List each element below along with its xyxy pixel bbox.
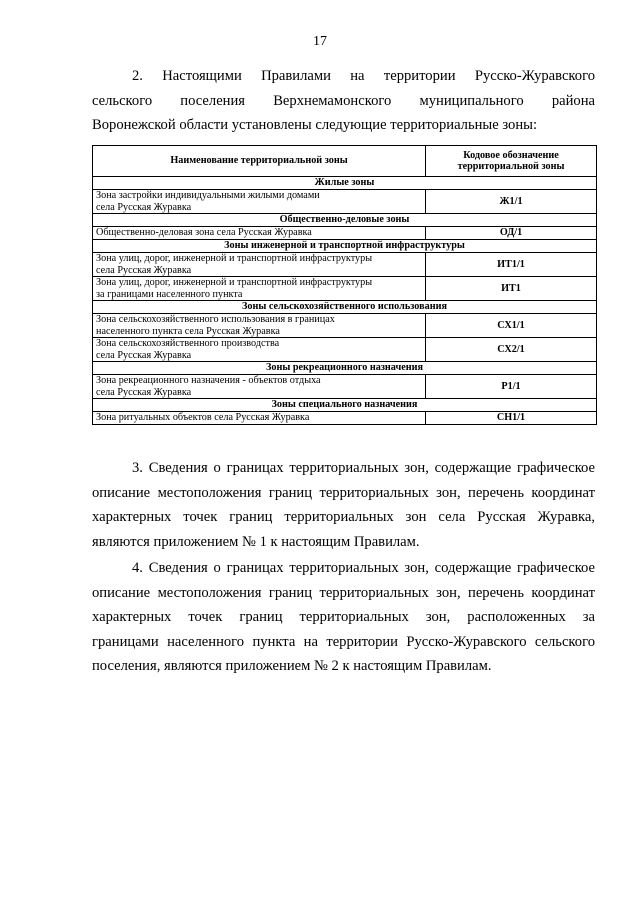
paragraph-4-line-5: поселения, являются приложением № 2 к настоящим Правилам. <box>92 658 492 674</box>
paragraph-4-line-1: 4. Сведения о границах территориальных зон, содержащие графическое <box>132 560 595 576</box>
table-row <box>93 314 597 338</box>
table-row <box>93 227 597 240</box>
zone-code: ОД/1 <box>426 227 597 240</box>
zone-code: СН1/1 <box>426 412 597 425</box>
zone-name-line: Зона улиц, дорог, инженерной и транспортной инфраструктуры <box>96 277 373 289</box>
paragraph-4-line-2: описание местоположения границ территориальных зон, перечень координат <box>92 584 595 601</box>
paragraph-2 <box>92 64 595 138</box>
zone-name <box>93 375 426 399</box>
paragraph-2-line-2: сельского поселения Верхнемамонского муниципального района <box>92 92 595 109</box>
table-row <box>93 190 597 214</box>
paragraph-4-line-4: границами населенного пункта на территории Русско-Журавского сельского <box>92 633 595 650</box>
table-row <box>93 375 597 399</box>
table-row <box>93 412 597 425</box>
paragraph-3-line-1: 3. Сведения о границах территориальных зон, содержащие графическое <box>132 460 595 476</box>
zone-group-title: Жилые зоны <box>93 177 597 190</box>
zone-code: ИТ1/1 <box>426 253 597 277</box>
page-number: 17 <box>313 34 327 49</box>
paragraph-3-line-4: являются приложением № 1 к настоящим Правилам. <box>92 533 420 550</box>
paragraph-3-line-3: характерных точек границ территориальных зон села Русская Журавка, <box>92 509 595 525</box>
zone-name <box>93 277 426 301</box>
table-header-name: Наименование территориальной зоны <box>93 146 426 177</box>
zone-name-line: села Русская Журавка <box>96 201 192 213</box>
paragraph-2-line-1: 2. Настоящими Правилами на территории Русско-Журавского <box>132 68 595 84</box>
zone-group-title: Зоны рекреационного назначения <box>93 362 597 375</box>
table-header-code-line-2: территориальной зоны <box>457 161 565 172</box>
zone-name <box>93 338 426 362</box>
zone-name-line: Зона рекреационного назначения - объектов отдыха <box>96 375 321 387</box>
zone-name-line: села Русская Журавка <box>96 264 192 276</box>
zone-name-line: Зона сельскохозяйственного использования в границах <box>96 314 335 326</box>
paragraph-4 <box>92 556 595 679</box>
zone-group-title: Зоны специального назначения <box>93 399 597 412</box>
zone-name-line: населенного пункта села Русская Журавка <box>96 325 280 337</box>
table-row <box>93 253 597 277</box>
paragraph-3-line-2: описание местоположения границ территориальных зон, перечень координат <box>92 484 595 501</box>
table-header-code-line-1: Кодовое обозначение <box>463 149 559 161</box>
zone-name <box>93 253 426 277</box>
zone-name-line: Зона застройки индивидуальными жилыми домами <box>96 190 320 202</box>
table-row <box>93 338 597 362</box>
zone-name <box>93 412 426 425</box>
paragraph-2-line-3: Воронежской области установлены следующие территориальные зоны: <box>92 117 538 133</box>
zone-name <box>93 314 426 338</box>
zone-code: СХ1/1 <box>426 314 597 338</box>
zone-group-title: Зоны сельскохозяйственного использования <box>93 301 597 314</box>
table-header-code <box>426 146 597 177</box>
zone-group-title: Общественно-деловые зоны <box>93 214 597 227</box>
table-row <box>93 277 597 301</box>
paragraph-4-line-3: характерных точек границ территориальных зон, расположенных за <box>92 609 595 625</box>
zone-name-line: Общественно-деловая зона села Русская Журавка <box>96 227 312 239</box>
zone-code: СХ2/1 <box>426 338 597 362</box>
paragraph-3 <box>92 456 595 554</box>
zone-name-line: села Русская Журавка <box>96 349 192 361</box>
zone-name-line: села Русская Журавка <box>96 386 192 398</box>
zone-code: Р1/1 <box>426 375 597 399</box>
zone-code: ИТ1 <box>426 277 597 301</box>
zone-name <box>93 190 426 214</box>
territorial-zones-table <box>92 145 597 425</box>
zone-name-line: за границами населенного пункта <box>96 288 243 300</box>
zone-code: Ж1/1 <box>426 190 597 214</box>
zone-name-line: Зона ритуальных объектов села Русская Журавка <box>96 412 310 424</box>
zone-name-line: Зона сельскохозяйственного производства <box>96 338 280 350</box>
zone-name-line: Зона улиц, дорог, инженерной и транспортной инфраструктуры <box>96 253 373 265</box>
zone-group-title: Зоны инженерной и транспортной инфраструктуры <box>93 240 597 253</box>
zone-name <box>93 227 426 240</box>
